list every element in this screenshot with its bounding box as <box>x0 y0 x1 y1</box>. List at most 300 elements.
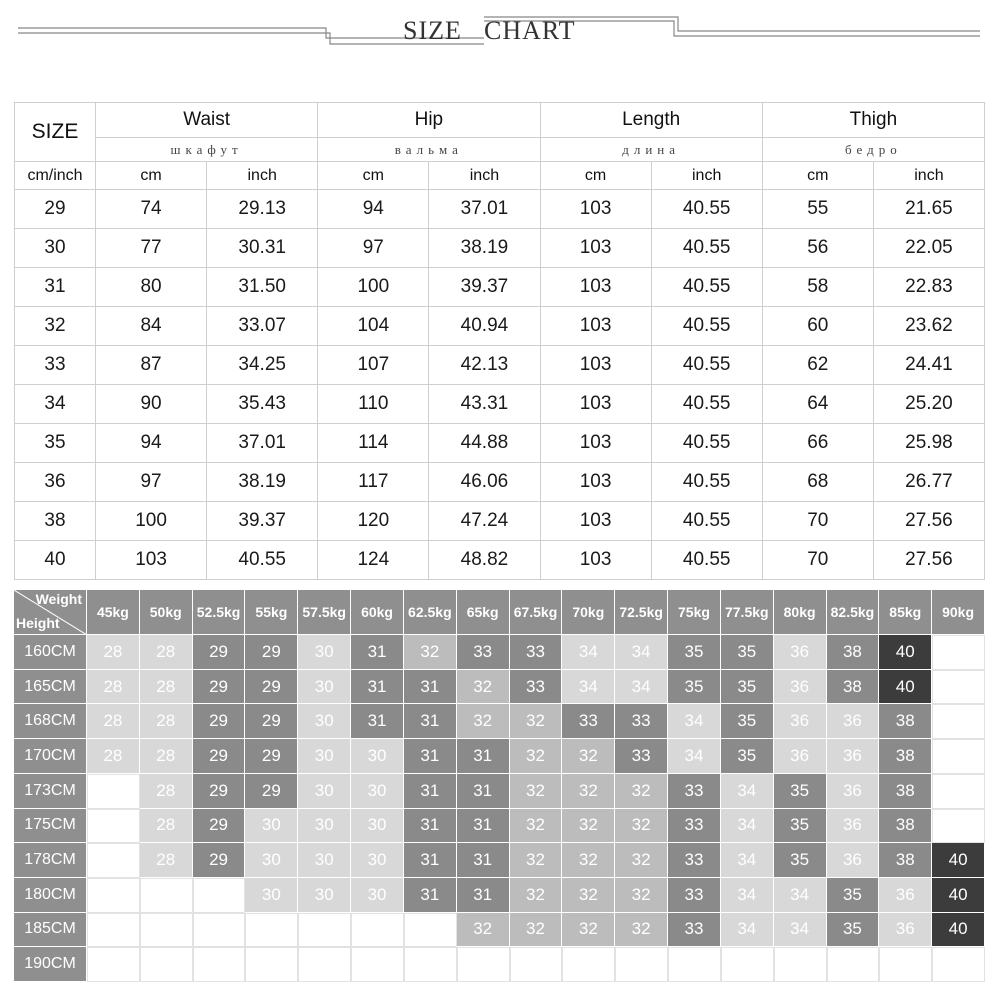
measure-cell: 110 <box>318 385 429 424</box>
empty-cell <box>140 947 193 982</box>
unit-cm: cm <box>96 162 207 190</box>
size-recommendation-cell: 34 <box>721 809 774 844</box>
size-recommendation-cell: 30 <box>351 774 404 809</box>
measure-cell: 42.13 <box>429 346 540 385</box>
measure-cell: 33.07 <box>207 307 318 346</box>
measure-cell: 117 <box>318 463 429 502</box>
weight-header: 85kg <box>879 590 932 635</box>
size-row <box>15 385 985 424</box>
measure-cell: 84 <box>96 307 207 346</box>
size-recommendation-cell: 32 <box>510 913 563 948</box>
measure-cell: 27.56 <box>873 541 984 580</box>
size-recommendation-cell: 33 <box>510 635 563 670</box>
size-recommendation-cell: 28 <box>87 670 140 705</box>
measure-cell: 23.62 <box>873 307 984 346</box>
size-recommendation-cell: 35 <box>721 739 774 774</box>
empty-cell <box>879 947 932 982</box>
size-recommendation-cell: 40 <box>879 670 932 705</box>
size-chart-banner <box>0 0 1000 60</box>
size-cell: 36 <box>15 463 96 502</box>
weight-header: 65kg <box>457 590 510 635</box>
size-recommendation-cell: 33 <box>668 809 721 844</box>
banner-title-chart: CHART <box>484 16 576 45</box>
height-header: 180CM <box>14 878 87 913</box>
size-recommendation-cell: 30 <box>351 878 404 913</box>
empty-cell <box>87 809 140 844</box>
size-row <box>15 424 985 463</box>
size-recommendation-cell: 28 <box>140 670 193 705</box>
measure-cell: 94 <box>318 190 429 229</box>
size-recommendation-cell: 36 <box>827 809 880 844</box>
size-recommendation-cell: 32 <box>615 774 668 809</box>
size-recommendation-cell: 30 <box>351 739 404 774</box>
size-recommendation-cell: 40 <box>932 913 985 948</box>
measure-cell: 40.94 <box>429 307 540 346</box>
empty-cell <box>457 947 510 982</box>
size-recommendation-cell: 28 <box>140 635 193 670</box>
measure-cell: 62 <box>762 346 873 385</box>
size-recommendation-cell: 30 <box>298 774 351 809</box>
measure-cell: 55 <box>762 190 873 229</box>
size-recommendation-cell: 32 <box>510 739 563 774</box>
size-recommendation-cell: 32 <box>615 878 668 913</box>
measure-cell: 48.82 <box>429 541 540 580</box>
size-cell: 40 <box>15 541 96 580</box>
size-recommendation-cell: 36 <box>879 913 932 948</box>
size-recommendation-cell: 32 <box>510 774 563 809</box>
height-axis-label: Height <box>16 615 60 631</box>
empty-cell <box>615 947 668 982</box>
size-recommendation-cell: 28 <box>140 739 193 774</box>
size-recommendation-cell: 32 <box>562 843 615 878</box>
height-header: 178CM <box>14 843 87 878</box>
size-recommendation-cell: 30 <box>298 878 351 913</box>
size-recommendation-cell: 33 <box>615 739 668 774</box>
measure-cell: 103 <box>540 346 651 385</box>
size-recommendation-cell: 35 <box>668 670 721 705</box>
height-header: 175CM <box>14 809 87 844</box>
size-recommendation-cell: 32 <box>510 809 563 844</box>
unit-cm: cm <box>540 162 651 190</box>
size-recommendation-cell: 28 <box>87 635 140 670</box>
measure-cell: 40.55 <box>651 385 762 424</box>
measure-cell: 40.55 <box>651 268 762 307</box>
size-cell: 34 <box>15 385 96 424</box>
size-recommendation-cell: 35 <box>827 913 880 948</box>
measure-cell: 40.55 <box>651 424 762 463</box>
size-recommendation-cell: 31 <box>351 704 404 739</box>
size-recommendation-cell: 31 <box>457 843 510 878</box>
empty-cell <box>932 635 985 670</box>
size-recommendation-cell: 29 <box>245 670 298 705</box>
empty-cell <box>351 947 404 982</box>
measure-cell: 120 <box>318 502 429 541</box>
measure-cell: 40.55 <box>651 463 762 502</box>
size-recommendation-cell: 40 <box>879 635 932 670</box>
size-cell: 32 <box>15 307 96 346</box>
empty-cell <box>932 947 985 982</box>
size-recommendation-cell: 29 <box>245 774 298 809</box>
measure-cell: 74 <box>96 190 207 229</box>
size-recommendation-cell: 34 <box>721 843 774 878</box>
size-recommendation-cell: 32 <box>510 843 563 878</box>
size-recommendation-cell: 30 <box>298 843 351 878</box>
measure-cell: 40.55 <box>651 190 762 229</box>
size-recommendation-cell: 35 <box>721 635 774 670</box>
size-recommendation-cell: 31 <box>457 774 510 809</box>
empty-cell <box>193 947 246 982</box>
empty-cell <box>932 774 985 809</box>
measure-cell: 38.19 <box>207 463 318 502</box>
size-recommendation-cell: 30 <box>298 704 351 739</box>
measure-cell: 68 <box>762 463 873 502</box>
empty-cell <box>298 913 351 948</box>
size-recommendation-cell: 31 <box>404 670 457 705</box>
size-recommendation-cell: 36 <box>827 774 880 809</box>
weight-header: 72.5kg <box>615 590 668 635</box>
size-recommendation-cell: 38 <box>879 774 932 809</box>
empty-cell <box>87 774 140 809</box>
size-recommendation-cell: 31 <box>404 809 457 844</box>
size-recommendation-cell: 40 <box>932 843 985 878</box>
size-recommendation-cell: 35 <box>668 635 721 670</box>
size-recommendation-cell: 33 <box>457 635 510 670</box>
length-russian-label: длина <box>540 138 762 162</box>
measure-cell: 107 <box>318 346 429 385</box>
size-recommendation-cell: 36 <box>774 704 827 739</box>
size-recommendation-cell: 30 <box>298 635 351 670</box>
height-header: 165CM <box>14 670 87 705</box>
size-recommendation-cell: 31 <box>351 670 404 705</box>
waist-russian-label: шкафут <box>96 138 318 162</box>
weight-header: 80kg <box>774 590 827 635</box>
measure-cell: 37.01 <box>429 190 540 229</box>
empty-cell <box>140 878 193 913</box>
empty-cell <box>245 913 298 948</box>
size-recommendation-cell: 32 <box>615 843 668 878</box>
size-recommendation-cell: 30 <box>245 809 298 844</box>
size-recommendation-cell: 29 <box>245 704 298 739</box>
measure-cell: 38.19 <box>429 229 540 268</box>
size-cell: 31 <box>15 268 96 307</box>
size-recommendation-cell: 29 <box>193 843 246 878</box>
size-recommendation-cell: 34 <box>721 913 774 948</box>
height-header: 160CM <box>14 635 87 670</box>
size-recommendation-cell: 36 <box>827 704 880 739</box>
size-recommendation-cell: 38 <box>879 739 932 774</box>
size-recommendation-cell: 34 <box>562 670 615 705</box>
size-recommendation-cell: 33 <box>668 878 721 913</box>
measure-cell: 30.31 <box>207 229 318 268</box>
unit-inch: inch <box>651 162 762 190</box>
measure-cell: 34.25 <box>207 346 318 385</box>
height-header: 185CM <box>14 913 87 948</box>
measure-cell: 104 <box>318 307 429 346</box>
measure-cell: 56 <box>762 229 873 268</box>
measure-cell: 40.55 <box>651 307 762 346</box>
measure-cell: 29.13 <box>207 190 318 229</box>
size-recommendation-cell: 36 <box>827 739 880 774</box>
size-recommendation-cell: 31 <box>457 878 510 913</box>
measure-cell: 103 <box>540 541 651 580</box>
thigh-header: Thigh <box>762 103 984 138</box>
size-recommendation-cell: 32 <box>562 878 615 913</box>
empty-cell <box>193 878 246 913</box>
weight-header: 60kg <box>351 590 404 635</box>
measure-cell: 103 <box>540 463 651 502</box>
grid-corner <box>14 590 87 635</box>
measure-cell: 31.50 <box>207 268 318 307</box>
size-recommendation-cell: 34 <box>668 739 721 774</box>
size-recommendation-cell: 31 <box>351 635 404 670</box>
weight-axis-label: Weight <box>35 591 82 607</box>
size-recommendation-cell: 29 <box>245 635 298 670</box>
size-recommendation-cell: 38 <box>879 704 932 739</box>
size-recommendation-cell: 35 <box>774 774 827 809</box>
size-recommendation-cell: 29 <box>193 774 246 809</box>
measure-cell: 40.55 <box>651 502 762 541</box>
size-recommendation-cell: 33 <box>562 704 615 739</box>
empty-cell <box>351 913 404 948</box>
measure-cell: 103 <box>540 307 651 346</box>
empty-cell <box>140 913 193 948</box>
empty-cell <box>562 947 615 982</box>
size-recommendation-cell: 40 <box>932 878 985 913</box>
size-recommendation-cell: 35 <box>721 670 774 705</box>
height-header: 173CM <box>14 774 87 809</box>
size-recommendation-cell: 29 <box>193 670 246 705</box>
empty-cell <box>668 947 721 982</box>
size-recommendation-cell: 33 <box>668 774 721 809</box>
size-recommendation-cell: 30 <box>245 878 298 913</box>
empty-cell <box>404 913 457 948</box>
size-recommendation-cell: 34 <box>615 670 668 705</box>
measurement-table-body <box>15 190 985 580</box>
measure-cell: 44.88 <box>429 424 540 463</box>
measurement-table <box>14 102 985 580</box>
measure-cell: 94 <box>96 424 207 463</box>
size-recommendation-cell: 33 <box>668 843 721 878</box>
size-recommendation-cell: 28 <box>140 809 193 844</box>
size-recommendation-cell: 31 <box>404 843 457 878</box>
measure-cell: 66 <box>762 424 873 463</box>
empty-cell <box>193 913 246 948</box>
empty-cell <box>774 947 827 982</box>
size-row <box>15 268 985 307</box>
empty-cell <box>87 947 140 982</box>
size-recommendation-cell: 31 <box>404 774 457 809</box>
empty-cell <box>721 947 774 982</box>
weight-header: 45kg <box>87 590 140 635</box>
measure-cell: 39.37 <box>429 268 540 307</box>
measure-cell: 87 <box>96 346 207 385</box>
size-recommendation-cell: 29 <box>245 739 298 774</box>
measure-cell: 39.37 <box>207 502 318 541</box>
size-recommendation-cell: 38 <box>827 670 880 705</box>
height-header: 190CM <box>14 947 87 982</box>
measure-cell: 103 <box>540 502 651 541</box>
size-recommendation-cell: 28 <box>140 843 193 878</box>
size-recommendation-cell: 29 <box>193 635 246 670</box>
unit-header: cm/inch <box>15 162 96 190</box>
measure-cell: 37.01 <box>207 424 318 463</box>
size-recommendation-cell: 31 <box>457 739 510 774</box>
height-header: 168CM <box>14 704 87 739</box>
measure-cell: 40.55 <box>651 229 762 268</box>
empty-cell <box>87 878 140 913</box>
unit-inch: inch <box>207 162 318 190</box>
hip-russian-label: вальма <box>318 138 540 162</box>
size-cell: 35 <box>15 424 96 463</box>
size-recommendation-cell: 38 <box>879 843 932 878</box>
size-recommendation-grid <box>14 590 985 982</box>
size-cell: 30 <box>15 229 96 268</box>
size-row <box>15 190 985 229</box>
size-recommendation-cell: 31 <box>404 704 457 739</box>
measure-cell: 97 <box>318 229 429 268</box>
size-recommendation-cell: 32 <box>615 809 668 844</box>
length-header: Length <box>540 103 762 138</box>
size-recommendation-cell: 32 <box>404 635 457 670</box>
weight-header: 67.5kg <box>510 590 563 635</box>
measure-cell: 58 <box>762 268 873 307</box>
size-recommendation-cell: 30 <box>245 843 298 878</box>
size-recommendation-cell: 38 <box>827 635 880 670</box>
size-recommendation-cell: 32 <box>457 913 510 948</box>
size-recommendation-cell: 34 <box>774 913 827 948</box>
size-recommendation-cell: 30 <box>351 843 404 878</box>
size-recommendation-cell: 28 <box>87 704 140 739</box>
height-header: 170CM <box>14 739 87 774</box>
measure-cell: 25.20 <box>873 385 984 424</box>
size-recommendation-cell: 30 <box>298 809 351 844</box>
size-recommendation-cell: 36 <box>774 635 827 670</box>
thigh-russian-label: бедро <box>762 138 984 162</box>
size-recommendation-cell: 33 <box>615 704 668 739</box>
weight-header: 82.5kg <box>827 590 880 635</box>
size-recommendation-cell: 29 <box>193 704 246 739</box>
size-recommendation-cell: 32 <box>562 739 615 774</box>
size-recommendation-cell: 30 <box>298 670 351 705</box>
size-recommendation-cell: 32 <box>562 809 615 844</box>
measure-cell: 103 <box>540 229 651 268</box>
measure-cell: 22.05 <box>873 229 984 268</box>
empty-cell <box>87 843 140 878</box>
size-recommendation-cell: 34 <box>774 878 827 913</box>
size-recommendation-cell: 32 <box>510 704 563 739</box>
size-recommendation-cell: 34 <box>615 635 668 670</box>
measure-cell: 35.43 <box>207 385 318 424</box>
measure-cell: 46.06 <box>429 463 540 502</box>
size-recommendation-cell: 32 <box>562 774 615 809</box>
size-recommendation-cell: 36 <box>774 670 827 705</box>
size-recommendation-cell: 30 <box>298 739 351 774</box>
size-cell: 33 <box>15 346 96 385</box>
measure-cell: 40.55 <box>651 541 762 580</box>
size-recommendation-cell: 34 <box>721 774 774 809</box>
size-cell: 29 <box>15 190 96 229</box>
measure-cell: 97 <box>96 463 207 502</box>
size-recommendation-cell: 31 <box>404 739 457 774</box>
empty-cell <box>932 809 985 844</box>
measure-cell: 47.24 <box>429 502 540 541</box>
measure-cell: 43.31 <box>429 385 540 424</box>
size-recommendation-cell: 35 <box>774 843 827 878</box>
size-header: SIZE <box>15 103 96 162</box>
weight-header: 90kg <box>932 590 985 635</box>
measure-cell: 124 <box>318 541 429 580</box>
measure-cell: 60 <box>762 307 873 346</box>
size-recommendation-cell: 36 <box>827 843 880 878</box>
size-recommendation-cell: 28 <box>140 774 193 809</box>
size-recommendation-cell: 30 <box>351 809 404 844</box>
size-recommendation-cell: 34 <box>562 635 615 670</box>
measure-cell: 80 <box>96 268 207 307</box>
banner-title-size: SIZE <box>403 16 462 45</box>
weight-header: 55kg <box>245 590 298 635</box>
measure-cell: 25.98 <box>873 424 984 463</box>
size-recommendation-cell: 35 <box>774 809 827 844</box>
size-recommendation-cell: 28 <box>140 704 193 739</box>
size-row <box>15 229 985 268</box>
empty-cell <box>87 913 140 948</box>
waist-header: Waist <box>96 103 318 138</box>
size-recommendation-cell: 31 <box>404 878 457 913</box>
measure-cell: 77 <box>96 229 207 268</box>
size-recommendation-cell: 32 <box>615 913 668 948</box>
weight-header: 62.5kg <box>404 590 457 635</box>
size-row <box>15 346 985 385</box>
measure-cell: 70 <box>762 541 873 580</box>
weight-header: 50kg <box>140 590 193 635</box>
size-recommendation-cell: 28 <box>87 739 140 774</box>
measure-cell: 22.83 <box>873 268 984 307</box>
hip-header: Hip <box>318 103 540 138</box>
measure-cell: 26.77 <box>873 463 984 502</box>
weight-header: 77.5kg <box>721 590 774 635</box>
measure-cell: 103 <box>540 385 651 424</box>
unit-inch: inch <box>429 162 540 190</box>
size-recommendation-cell: 32 <box>562 913 615 948</box>
size-row <box>15 502 985 541</box>
size-row <box>15 307 985 346</box>
measure-cell: 100 <box>318 268 429 307</box>
unit-cm: cm <box>318 162 429 190</box>
measure-cell: 21.65 <box>873 190 984 229</box>
measure-cell: 40.55 <box>207 541 318 580</box>
unit-cm: cm <box>762 162 873 190</box>
empty-cell <box>932 670 985 705</box>
size-recommendation-cell: 35 <box>721 704 774 739</box>
measure-cell: 64 <box>762 385 873 424</box>
measure-cell: 100 <box>96 502 207 541</box>
measure-cell: 103 <box>96 541 207 580</box>
size-cell: 38 <box>15 502 96 541</box>
size-recommendation-cell: 34 <box>668 704 721 739</box>
empty-cell <box>510 947 563 982</box>
measure-cell: 103 <box>540 268 651 307</box>
empty-cell <box>932 739 985 774</box>
empty-cell <box>932 704 985 739</box>
size-recommendation-cell: 36 <box>774 739 827 774</box>
size-recommendation-cell: 38 <box>879 809 932 844</box>
size-recommendation-cell: 32 <box>457 704 510 739</box>
size-recommendation-cell: 29 <box>193 809 246 844</box>
measure-cell: 40.55 <box>651 346 762 385</box>
weight-header: 75kg <box>668 590 721 635</box>
measure-cell: 90 <box>96 385 207 424</box>
measure-cell: 70 <box>762 502 873 541</box>
